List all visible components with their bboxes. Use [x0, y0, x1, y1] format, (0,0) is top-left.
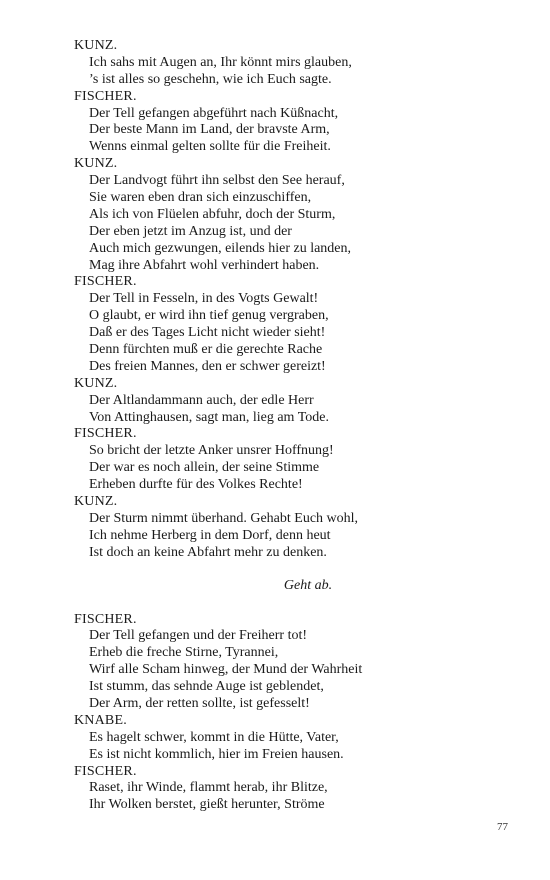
verse-line: Als ich von Flüelen abfuhr, doch der Sturm,	[89, 206, 336, 222]
play-text-page	[74, 38, 514, 814]
verse-line: Daß er des Tages Licht nicht wieder sieht!	[89, 325, 326, 341]
verse-line: Ich nehme Herberg in dem Dorf, denn heut	[89, 527, 331, 543]
verse-line: Es ist nicht kommlich, hier im Freien hausen.	[89, 746, 344, 762]
verse-line: Der Arm, der retten sollte, ist gefesselt!	[89, 695, 310, 711]
verse-line: Es hagelt schwer, kommt in die Hütte, Vater,	[89, 729, 339, 745]
stage-direction: Geht ab.	[283, 577, 333, 593]
speaker-name: KNABE.	[74, 712, 127, 728]
verse-line: Ist stumm, das sehnde Auge ist geblendet,	[89, 679, 324, 695]
verse-line: O glaubt, er wird ihn tief genug vergraben,	[89, 308, 329, 324]
verse-line: Der Tell in Fesseln, in des Vogts Gewalt!	[89, 291, 319, 307]
speaker-name: FISCHER.	[74, 274, 137, 290]
verse-line: Der war es noch allein, der seine Stimme	[89, 460, 320, 476]
speaker-name: FISCHER.	[74, 88, 137, 104]
speaker-name: KUNZ.	[74, 375, 118, 391]
verse-line: Der eben jetzt im Anzug ist, und der	[89, 223, 292, 239]
page-number: 77	[497, 821, 508, 833]
verse-line: Wirf alle Scham hinweg, der Mund der Wahrheit	[89, 662, 363, 678]
verse-line: ’s ist alles so geschehn, wie ich Euch sagte.	[89, 71, 332, 87]
verse-line: Ich sahs mit Augen an, Ihr könnt mirs glauben,	[89, 54, 352, 70]
verse-line: Ihr Wolken berstet, gießt herunter, Ströme	[89, 797, 325, 813]
verse-line: Denn fürchten muß er die gerechte Rache	[89, 342, 323, 358]
speaker-name: FISCHER.	[74, 426, 137, 442]
verse-line: Des freien Mannes, den er schwer gereizt!	[89, 358, 326, 374]
verse-line: Sie waren eben dran sich einzuschiffen,	[89, 190, 312, 206]
verse-line: Der Tell gefangen und der Freiherr tot!	[89, 628, 308, 644]
verse-line: Der beste Mann im Land, der bravste Arm,	[89, 122, 330, 138]
verse-line: Der Altlandammann auch, der edle Herr	[89, 392, 314, 408]
verse-line: Raset, ihr Winde, flammt herab, ihr Blitze,	[89, 780, 328, 796]
dialogue-section-after	[74, 612, 514, 815]
verse-line: Der Tell gefangen abgeführt nach Küßnacht,	[89, 105, 339, 121]
verse-line: Erheben durfte für des Volkes Rechte!	[89, 477, 303, 493]
verse-line: Ist doch an keine Abfahrt mehr zu denken.	[89, 544, 327, 560]
speaker-name: KUNZ.	[74, 494, 118, 510]
speaker-name: FISCHER.	[74, 763, 137, 779]
verse-line: Von Attinghausen, sagt man, lieg am Tode.	[89, 409, 329, 425]
verse-line: So bricht der letzte Anker unsrer Hoffnung!	[89, 443, 334, 459]
verse-line: Der Landvogt führt ihn selbst den See herauf,	[89, 173, 345, 189]
speaker-name: FISCHER.	[74, 611, 137, 627]
dialogue-section-before	[74, 38, 514, 562]
speaker-name: KUNZ.	[74, 38, 118, 53]
verse-line: Mag ihre Abfahrt wohl verhindert haben.	[89, 257, 320, 273]
verse-line: Auch mich gezwungen, eilends hier zu landen,	[89, 240, 352, 256]
verse-line: Wenns einmal gelten sollte für die Freiheit.	[89, 139, 331, 155]
verse-line: Der Sturm nimmt überhand. Gehabt Euch wohl,	[89, 510, 359, 526]
speaker-name: KUNZ.	[74, 156, 118, 172]
verse-line: Erheb die freche Stirne, Tyrannei,	[89, 645, 279, 661]
